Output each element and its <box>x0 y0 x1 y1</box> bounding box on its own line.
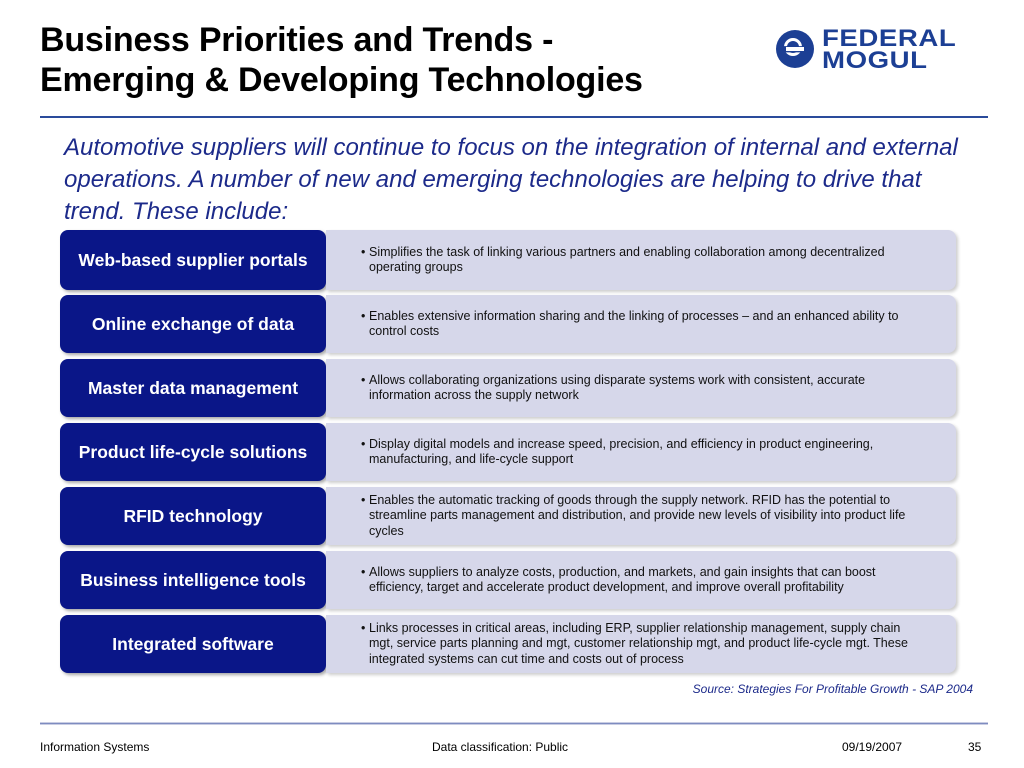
technology-label: RFID technology <box>60 487 326 545</box>
technology-label: Web-based supplier portals <box>60 230 326 290</box>
footer-classification: Data classification: Public <box>432 740 569 754</box>
technology-description-text: • Allows suppliers to analyze costs, production, and markets, and gain insights that can boost efficiency, target and accelerate product development, and improve overall profitability <box>362 565 922 596</box>
technology-description-text: • Enables extensive information sharing and the linking of processes – and an enhanced ability to control costs <box>362 309 922 340</box>
slide-title <box>40 20 780 100</box>
slide-title-line-1: Business Priorities and Trends - <box>40 21 554 59</box>
footer-department: Information Systems <box>40 740 150 754</box>
technology-description-text: • Display digital models and increase speed, precision, and efficiency in product engineering, manufacturing, and life-cycle support <box>362 437 922 468</box>
technology-description <box>326 295 956 353</box>
logo-wordmark <box>822 25 992 74</box>
technology-description-text: • Enables the automatic tracking of goods through the supply network. RFID has the potential to streamline parts management and distribution, and provide new levels of visibility into product life cycles <box>362 493 922 540</box>
federal-mogul-logo <box>776 24 990 84</box>
technology-description <box>326 423 956 481</box>
logo-line-2: MOGUL <box>822 47 928 74</box>
source-citation: Source: Strategies For Profitable Growth - SAP 2004 <box>692 682 973 696</box>
technology-description-text: • Allows collaborating organizations using disparate systems work with consistent, accurate information across the supply network <box>362 373 922 404</box>
federal-mogul-emblem-icon <box>776 30 814 68</box>
technology-description <box>326 487 956 545</box>
header-divider <box>40 116 988 118</box>
footer-date: 09/19/2007 <box>842 740 903 754</box>
technology-description-text: • Simplifies the task of linking various partners and enabling collaboration among decentralized operating groups <box>362 245 922 276</box>
technology-label: Product life-cycle solutions <box>60 423 326 481</box>
footer-divider <box>40 722 988 725</box>
technology-description-text: • Links processes in critical areas, including ERP, supplier relationship management, supply chain mgt, service parts planning and mgt, customer relationship mgt, and product life-cycle mgt. These integrated systems can cut time and costs out of process <box>362 621 922 668</box>
technology-description <box>326 551 956 609</box>
page-number: 35 <box>968 740 982 754</box>
logo-line-1: FEDERAL <box>822 25 957 52</box>
technology-label: Online exchange of data <box>60 295 326 353</box>
technology-label: Master data management <box>60 359 326 417</box>
intro-text: Automotive suppliers will continue to focus on the integration of internal and external operations. A number of new and emerging technologies are helping to drive that trend. These include: <box>64 134 958 225</box>
technology-description <box>326 230 956 290</box>
technology-label: Business intelligence tools <box>60 551 326 609</box>
technology-label: Integrated software <box>60 615 326 673</box>
technology-description <box>326 615 956 673</box>
technology-description <box>326 359 956 417</box>
slide-title-line-2: Emerging & Developing Technologies <box>40 61 643 99</box>
